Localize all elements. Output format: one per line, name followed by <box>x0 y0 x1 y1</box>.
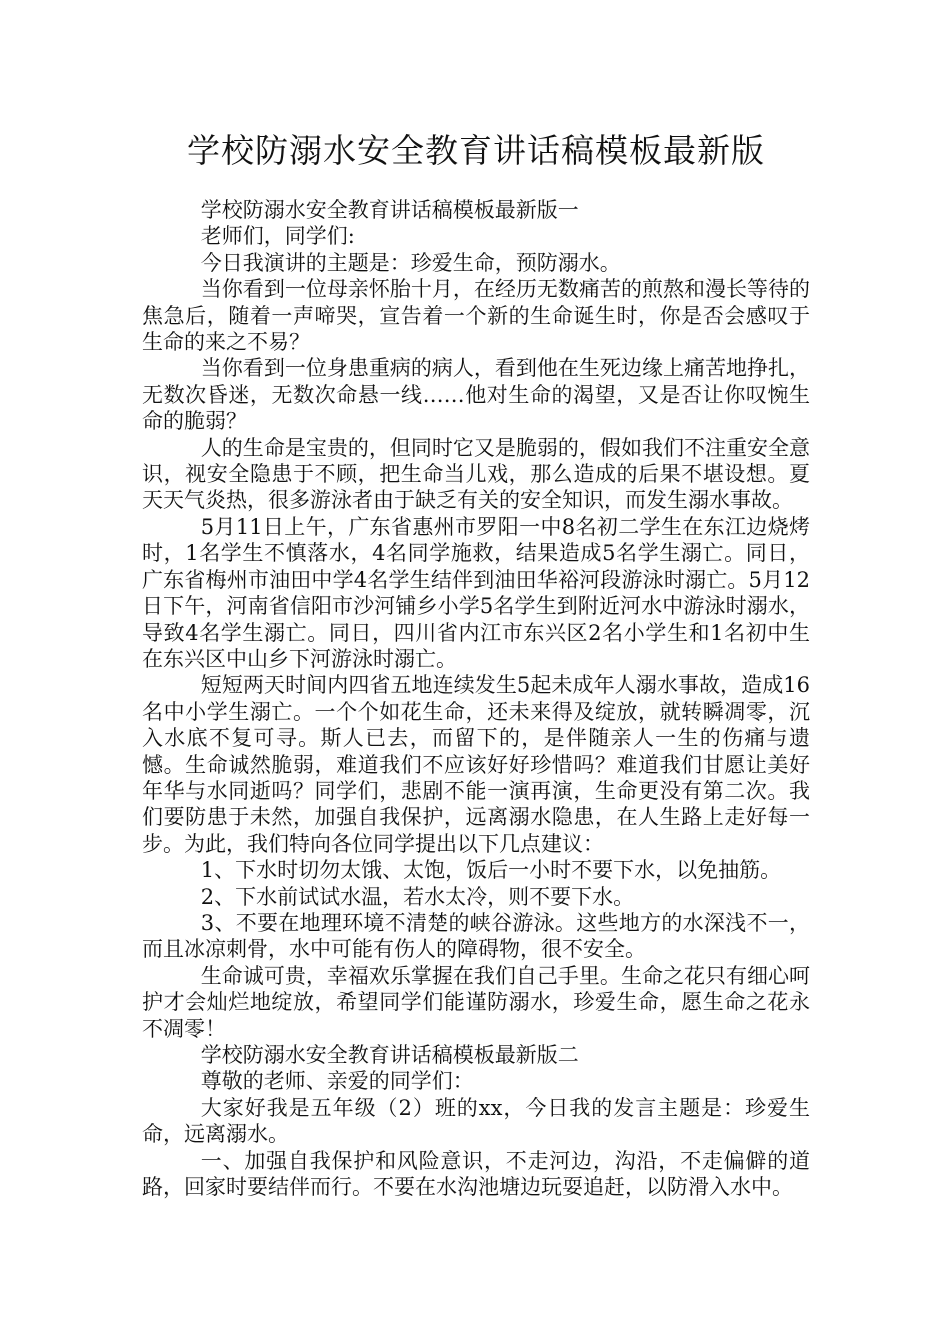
salutation-2: 尊敬的老师、亲爱的同学们： <box>200 1069 474 1094</box>
paragraph: 5月11日上午，广东省惠州市罗阳一中8名初二学生在东江边烧烤时，1名学生不慎落水，4名同学施救，结果造成5名学生溺亡。同日，广东省梅州市油田中学4名学生结伴到油田华裕河段游泳时溺亡。5月12日下午，河南省信阳市沙河铺乡小学5名学生到附近河水中游泳时溺水，导致4名学生溺亡。同日，四川省内江市东兴区2名小学生和1名初中生在东兴区中山乡下河游泳时溺亡。 <box>142 514 810 671</box>
paragraph: 大家好我是五年级（2）班的xx，今日我的发言主题是：珍爱生命，远离溺水。 <box>142 1095 810 1147</box>
salutation-1: 老师们，同学们: <box>200 224 355 249</box>
paragraph: 人的生命是宝贵的，但同时它又是脆弱的，假如我们不注重安全意识，视安全隐患于不顾，把生命当儿戏，那么造成的后果不堪设想。夏天天气炎热，很多游泳者由于缺乏有关的安全知识，而发生溺水事故。 <box>142 435 810 513</box>
paragraph: 一、加强自我保护和风险意识，不走河边，沟沿，不走偏僻的道路，回家时要结伴而行。不要在水沟池塘边玩耍追赶，以防滑入水中。 <box>142 1148 810 1200</box>
paragraph: 短短两天时间内四省五地连续发生5起未成年人溺水事故，造成16名中小学生溺亡。一个个如花生命，还未来得及绽放，就转瞬凋零，沉入水底不复可寻。斯人已去，而留下的，是伴随亲人一生的伤痛与遗憾。生命诚然脆弱，难道我们不应该好好珍惜吗？难道我们甘愿让美好年华与水同逝吗？同学们，悲剧不能一演再演，生命更没有第二次。我们要防患于未然，加强自我保护，远离溺水隐患，在人生路上走好每一步。为此，我们特向各位同学提出以下几点建议： <box>142 673 810 856</box>
section-heading-2: 学校防溺水安全教育讲话稿模板最新版二 <box>200 1043 579 1067</box>
suggestion-item-2: 2、下水前试试水温，若水太冷，则不要下水。 <box>200 884 635 909</box>
paragraph: 当你看到一位母亲怀胎十月，在经历无数痛苦的煎熬和漫长等待的焦急后，随着一声啼哭，宣告着一个新的生命诞生时，你是否会感叹于生命的来之不易？ <box>142 277 810 355</box>
suggestion-item-3: 3、不要在地理环境不清楚的峡谷游泳。这些地方的水深浅不一，而且冰凉刺骨，水中可能有伤人的障碍物，很不安全。 <box>142 910 810 962</box>
document-body <box>142 197 810 1200</box>
suggestion-item-1: 1、下水时切勿太饿、太饱，饭后一小时不要下水，以免抽筋。 <box>200 858 782 883</box>
paragraph: 今日我演讲的主题是：珍爱生命，预防溺水。 <box>200 250 621 275</box>
paragraph: 当你看到一位身患重病的病人，看到他在生死边缘上痛苦地挣扎，无数次昏迷，无数次命悬一线……他对生命的渴望，又是否让你叹惋生命的脆弱？ <box>142 356 810 434</box>
paragraph: 生命诚可贵，幸福欢乐掌握在我们自己手里。生命之花只有细心呵护才会灿烂地绽放，希望同学们能谨防溺水，珍爱生命，愿生命之花永不凋零！ <box>142 963 810 1041</box>
section-heading-1: 学校防溺水安全教育讲话稿模板最新版一 <box>200 198 579 222</box>
document-title: 学校防溺水安全教育讲话稿模板最新版 <box>187 131 765 170</box>
